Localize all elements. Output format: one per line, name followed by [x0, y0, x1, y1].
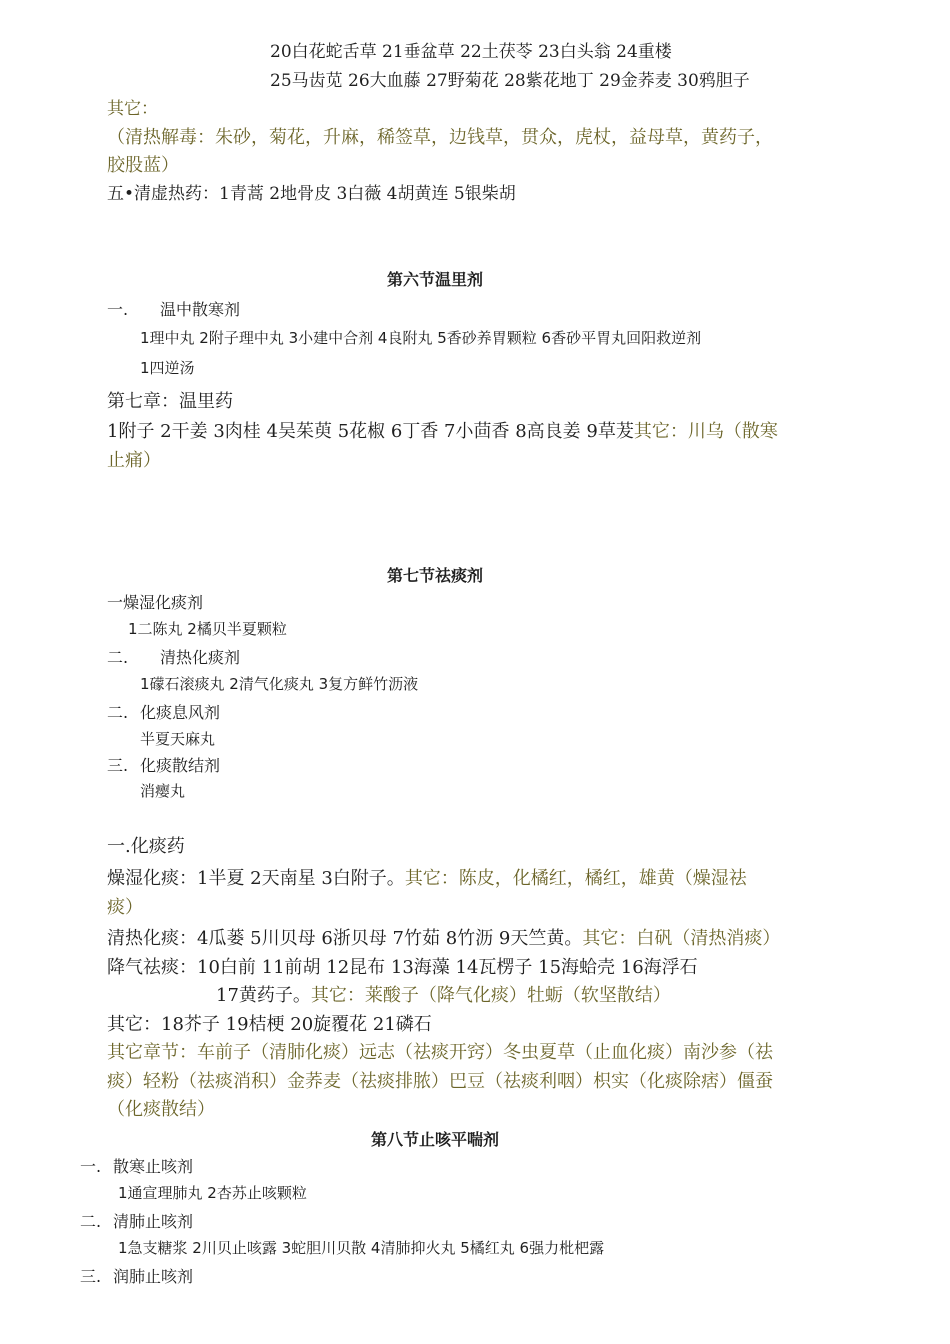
subsection-title: 清肺止咳剂 [113, 1212, 194, 1231]
list-marker: 一. [107, 300, 129, 319]
section-heading: 第八节止咳平喘剂 [370, 1130, 499, 1149]
other-note: 其它：白矾（清热消痰） [582, 928, 781, 949]
section-line: 五•清虚热药：1青蒿 2地骨皮 3白薇 4胡黄连 5银柴胡 [107, 184, 516, 204]
list-marker: 二. [107, 703, 129, 722]
note-line: 胶股蓝） [107, 155, 179, 176]
formula-list: 1通宣理肺丸 2杏苏止咳颗粒 [118, 1184, 307, 1202]
formula-list: 半夏天麻丸 [140, 730, 216, 748]
formula-list: 消瘿丸 [140, 782, 186, 800]
note-line: （清热解毒：朱砂，菊花，升麻，稀签草，边钱草，贯众，虎杖，益母草，黄药子， [107, 127, 773, 148]
other-note: 其它章节：车前子（清肺化痰）远志（祛痰开窍）冬虫夏草（止血化痰）南沙参（祛 [107, 1042, 773, 1063]
formula-list: 1二陈丸 2橘贝半夏颗粒 [128, 620, 287, 638]
subsection-title: 一燥湿化痰剂 [107, 593, 204, 612]
herb-list-line [107, 421, 778, 444]
other-note: （化痰散结） [107, 1099, 215, 1120]
herb-group: 清热化痰：4瓜蒌 5川贝母 6浙贝母 7竹茹 8竹沥 9天竺黄。 [107, 928, 583, 949]
list-marker: 三. [107, 756, 129, 775]
other-note: 痰） [107, 897, 143, 918]
herb-group-line: 其它：18芥子 19桔梗 20旋覆花 21磷石 [107, 1014, 432, 1035]
herb-group-line [107, 868, 747, 891]
herb-group: 燥湿化痰：1半夏 2天南星 3白附子。 [107, 868, 405, 889]
section-heading: 第七节祛痰剂 [386, 566, 483, 585]
list-marker: 二. [80, 1212, 102, 1231]
herb-group-line: 降气祛痰：10白前 11前胡 12昆布 13海藻 14瓦楞子 15海蛤壳 16海浮石 [107, 957, 698, 978]
section-heading: 第六节温里剂 [386, 270, 483, 289]
herb-group-line [216, 985, 671, 1008]
list-marker: 一. [80, 1157, 102, 1176]
other-note: 其它：莱酸子（降气化痰）牡蛎（软坚散结） [310, 985, 671, 1006]
chapter-title: 一.化痰药 [107, 836, 185, 857]
formula-list: 1急支糖浆 2川贝止咳露 3蛇胆川贝散 4清肺抑火丸 5橘红丸 6强力枇杷露 [118, 1239, 605, 1257]
chapter-title: 第七章：温里药 [107, 391, 233, 412]
herb-group: 17黄药子。 [216, 985, 311, 1006]
formula-list: 1礞石滚痰丸 2清气化痰丸 3复方鲜竹沥液 [140, 675, 419, 693]
herb-list-line: 20白花蛇舌草 21垂盆草 22土茯苓 23白头翁 24重楼 [270, 42, 672, 62]
list-marker: 三. [80, 1267, 102, 1286]
herb-group-line [107, 928, 780, 951]
other-note: 痰）轻粉（祛痰消积）金荞麦（祛痰排脓）巴豆（祛痰利咽）枳实（化痰除痞）僵蚕 [107, 1071, 773, 1092]
formula-list: 1理中丸 2附子理中丸 3小建中合剂 4良附丸 5香砂养胃颗粒 6香砂平胃丸回阳救逆剂 [140, 329, 702, 347]
list-marker: 二. [107, 648, 129, 667]
subsection-title: 温中散寒剂 [160, 300, 241, 319]
formula-list: 1四逆汤 [140, 359, 195, 377]
subsection-title: 散寒止咳剂 [113, 1157, 194, 1176]
herb-list: 1附子 2干姜 3肉桂 4吴茱萸 5花椒 6丁香 7小茴香 8高良姜 9草茇 [107, 421, 634, 442]
subsection-title: 化痰散结剂 [140, 756, 221, 775]
other-label: 其它： [107, 99, 158, 119]
subsection-title: 清热化痰剂 [160, 648, 241, 667]
other-note: 止痛） [107, 450, 161, 471]
herb-list-line: 25马齿苋 26大血藤 27野菊花 28紫花地丁 29金荞麦 30鸦胆子 [270, 71, 750, 91]
other-note: 其它：川乌（散寒 [633, 421, 778, 442]
other-note: 其它：陈皮，化橘红，橘红，雄黄（燥湿祛 [404, 868, 747, 889]
subsection-title: 润肺止咳剂 [113, 1267, 194, 1286]
subsection-title: 化痰息风剂 [140, 703, 221, 722]
